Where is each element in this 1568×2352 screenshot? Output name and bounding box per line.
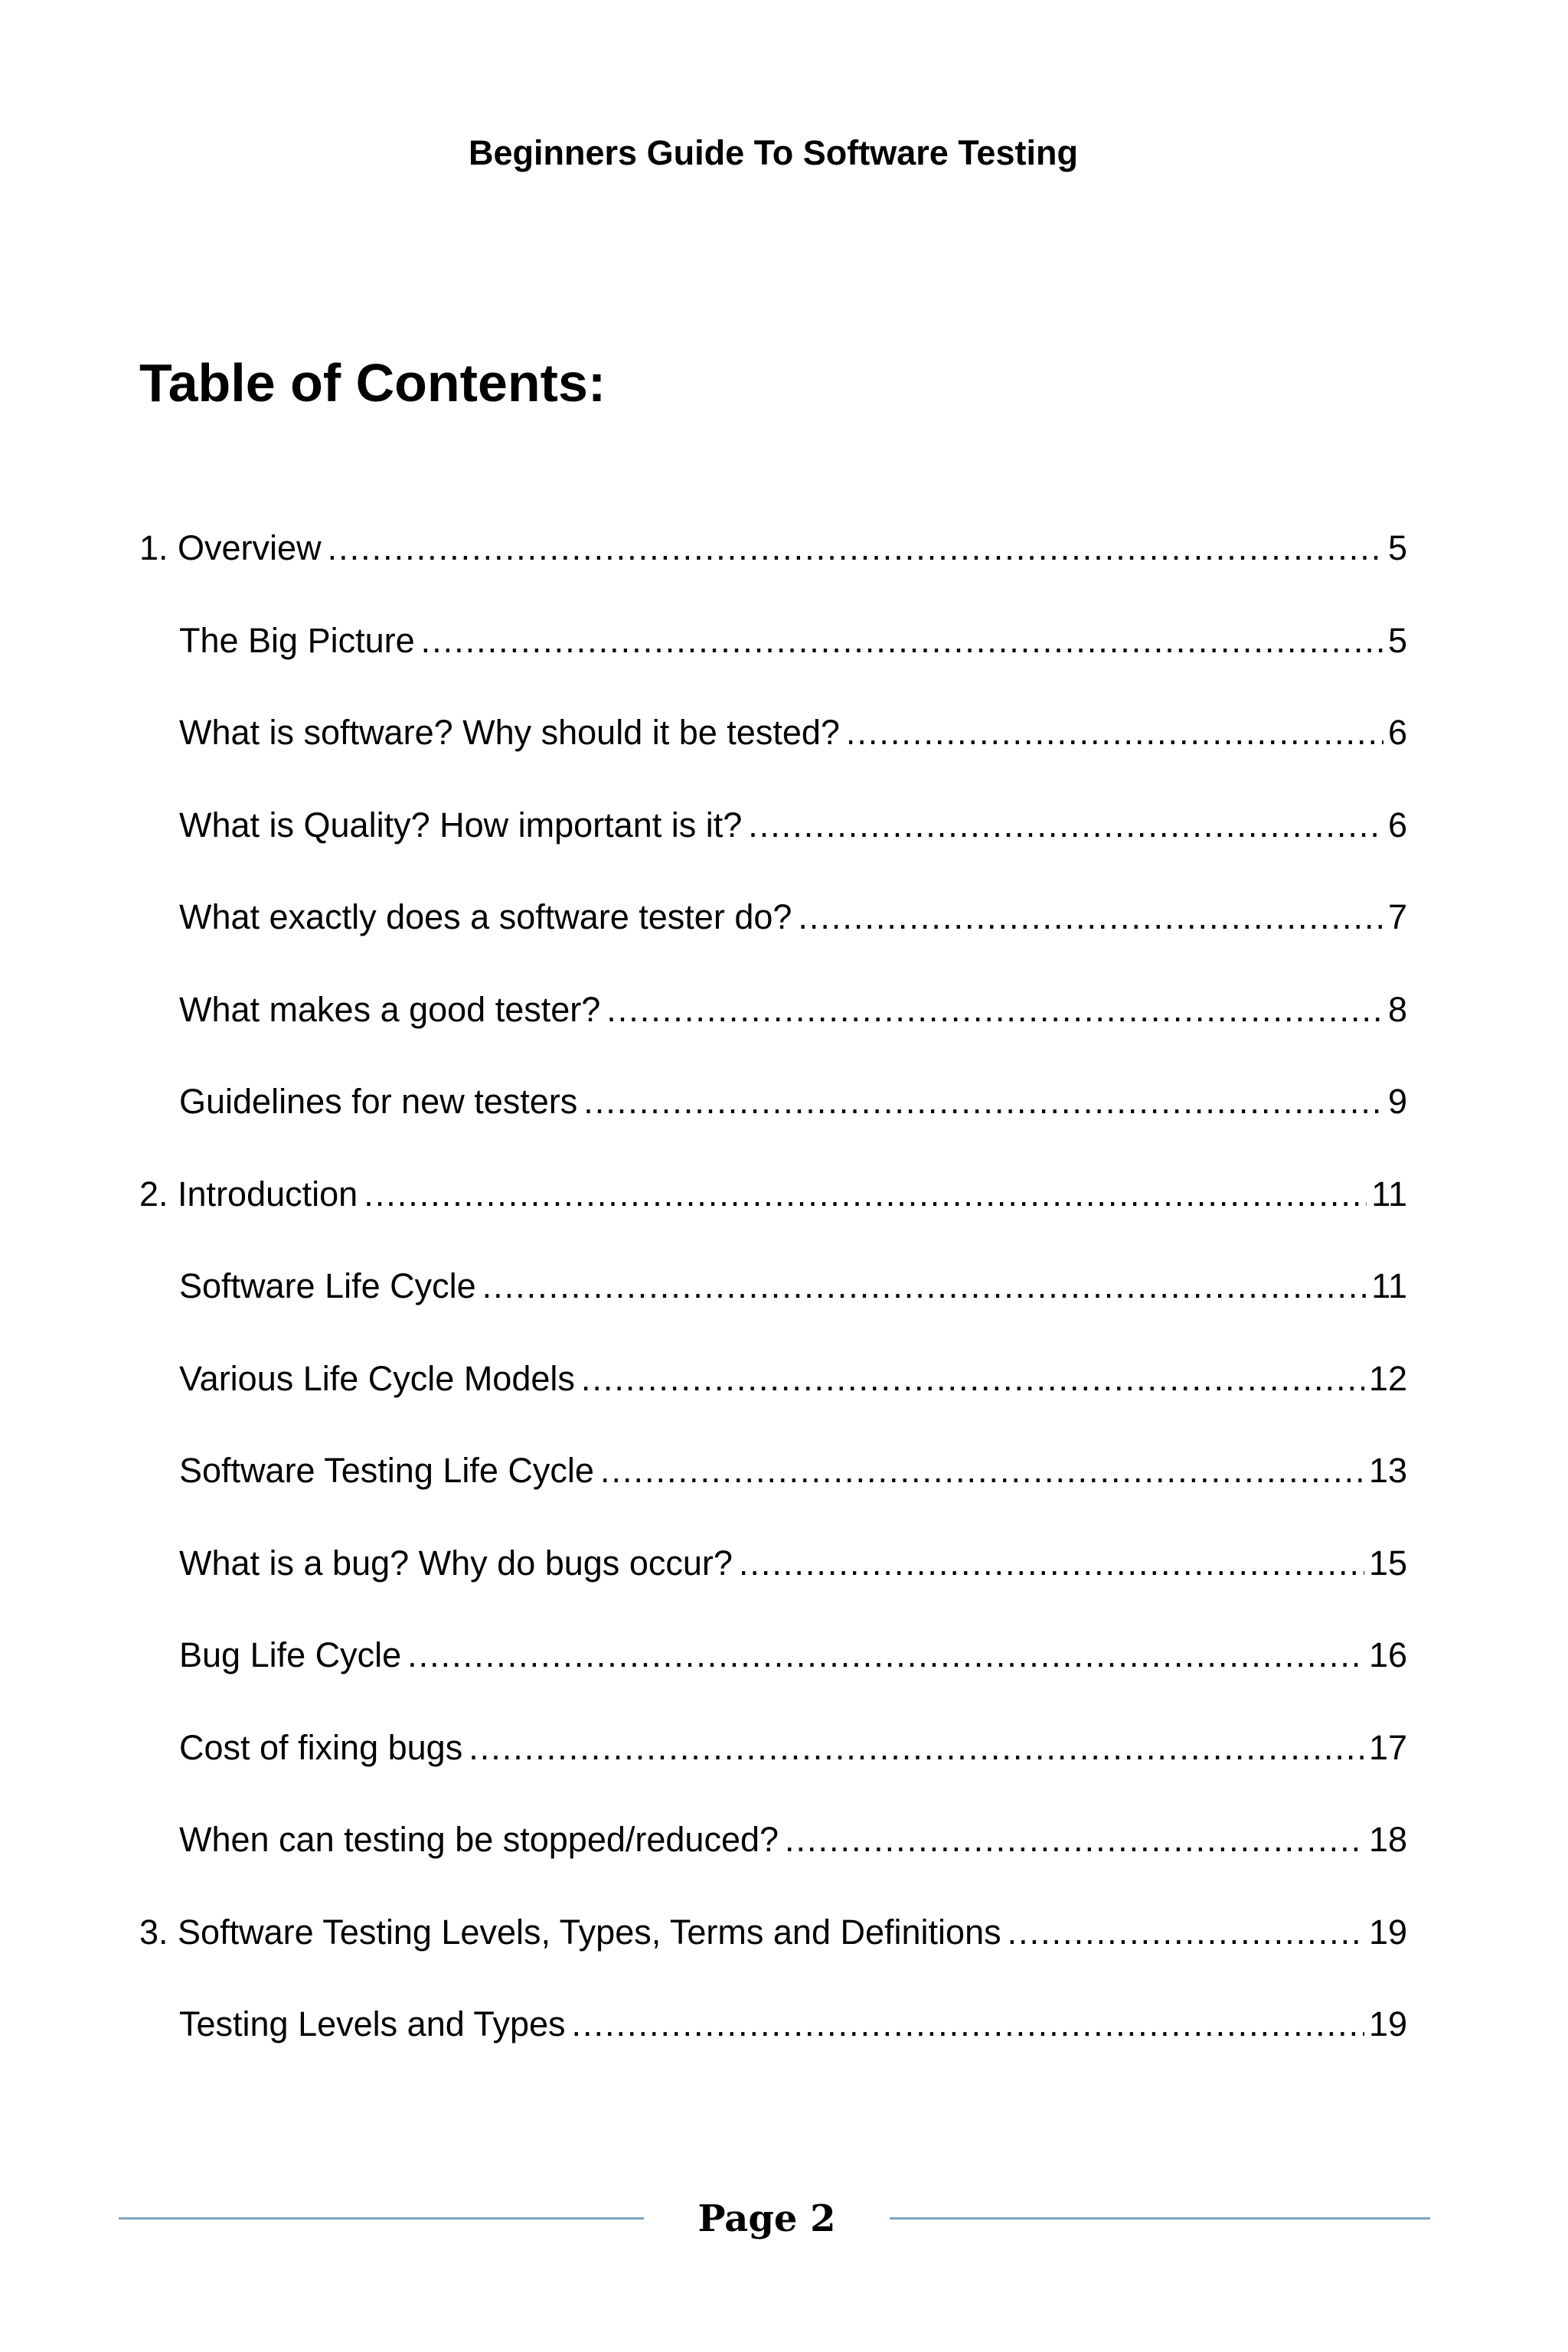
toc-entry[interactable] bbox=[139, 1997, 1407, 2089]
toc-dot-leader bbox=[606, 982, 1383, 1037]
toc-entry[interactable] bbox=[139, 1628, 1407, 1720]
toc-entry-page: 9 bbox=[1387, 1082, 1407, 1121]
footer-rule-left bbox=[119, 2217, 644, 2220]
toc-dot-leader bbox=[600, 1443, 1364, 1498]
toc-dot-leader bbox=[407, 1628, 1364, 1683]
toc-entry-label: Cost of fixing bugs bbox=[179, 1727, 463, 1767]
toc-entry-label: 2. Introduction bbox=[139, 1174, 358, 1214]
toc-entry[interactable] bbox=[139, 1812, 1407, 1905]
toc-entry-page: 6 bbox=[1387, 713, 1407, 752]
toc-entry[interactable] bbox=[139, 982, 1407, 1075]
toc-entry-page: 11 bbox=[1371, 1266, 1407, 1305]
toc-entry-page: 12 bbox=[1368, 1358, 1407, 1398]
toc-entry[interactable] bbox=[139, 705, 1407, 798]
toc-entry-label: What exactly does a software tester do? bbox=[179, 897, 792, 936]
toc-entry-label: What is software? Why should it be tested? bbox=[179, 713, 840, 752]
toc-dot-leader bbox=[739, 1536, 1364, 1591]
toc-entry[interactable] bbox=[139, 1536, 1407, 1628]
toc-entry-page: 6 bbox=[1387, 805, 1407, 844]
toc-dot-leader bbox=[785, 1812, 1364, 1867]
toc-entry[interactable] bbox=[139, 613, 1407, 706]
toc-entry-label: The Big Picture bbox=[179, 620, 415, 660]
toc-dot-leader bbox=[482, 1259, 1367, 1314]
toc-dot-leader bbox=[798, 890, 1383, 945]
toc-entry[interactable] bbox=[139, 1905, 1407, 1998]
toc-entry-label: Software Testing Life Cycle bbox=[179, 1451, 594, 1490]
toc-heading: Table of Contents: bbox=[139, 353, 606, 413]
toc-entry[interactable] bbox=[139, 1351, 1407, 1444]
toc-entry-label: Testing Levels and Types bbox=[179, 2004, 566, 2043]
toc-entry[interactable] bbox=[139, 1720, 1407, 1813]
document-header-title: Beginners Guide To Software Testing bbox=[469, 133, 1078, 172]
toc-entry-label: Guidelines for new testers bbox=[179, 1082, 578, 1121]
toc-entry-page: 8 bbox=[1387, 989, 1407, 1029]
toc-entry-label: What makes a good tester? bbox=[179, 989, 601, 1029]
toc-entry-page: 19 bbox=[1368, 1912, 1407, 1952]
toc-dot-leader bbox=[748, 798, 1383, 853]
toc-dot-leader bbox=[364, 1167, 1367, 1222]
toc-entry-page: 13 bbox=[1368, 1451, 1407, 1490]
toc-entry-label: What is Quality? How important is it? bbox=[179, 805, 743, 844]
toc-entry-page: 16 bbox=[1368, 1635, 1407, 1674]
toc-dot-leader bbox=[469, 1720, 1364, 1775]
toc-dot-leader bbox=[583, 1074, 1383, 1129]
toc-entry-page: 17 bbox=[1368, 1727, 1407, 1767]
toc-entry[interactable] bbox=[139, 1074, 1407, 1167]
toc-entry-page: 18 bbox=[1368, 1820, 1407, 1859]
toc-entry-page: 11 bbox=[1371, 1174, 1407, 1214]
toc-entry-page: 5 bbox=[1387, 528, 1407, 567]
toc-entry[interactable] bbox=[139, 521, 1407, 613]
toc-list bbox=[139, 521, 1407, 2089]
toc-entry[interactable] bbox=[139, 1443, 1407, 1536]
toc-entry-label: 3. Software Testing Levels, Types, Terms and Definitions bbox=[139, 1912, 1001, 1952]
toc-entry-label: Software Life Cycle bbox=[179, 1266, 476, 1305]
toc-dot-leader bbox=[846, 705, 1383, 760]
toc-entry-page: 19 bbox=[1368, 2004, 1407, 2043]
toc-entry[interactable] bbox=[139, 798, 1407, 890]
toc-dot-leader bbox=[1008, 1905, 1364, 1960]
toc-entry-page: 7 bbox=[1387, 897, 1407, 936]
toc-entry-label: Various Life Cycle Models bbox=[179, 1358, 575, 1398]
toc-entry-label: When can testing be stopped/reduced? bbox=[179, 1820, 779, 1859]
toc-entry-label: Bug Life Cycle bbox=[179, 1635, 402, 1674]
toc-dot-leader bbox=[421, 613, 1383, 668]
toc-entry-label: What is a bug? Why do bugs occur? bbox=[179, 1543, 733, 1583]
toc-entry-page: 15 bbox=[1368, 1543, 1407, 1583]
toc-entry[interactable] bbox=[139, 890, 1407, 982]
toc-entry[interactable] bbox=[139, 1259, 1407, 1351]
toc-entry-page: 5 bbox=[1387, 620, 1407, 660]
toc-entry-label: 1. Overview bbox=[139, 528, 322, 567]
toc-entry[interactable] bbox=[139, 1167, 1407, 1259]
footer-rule-right bbox=[890, 2217, 1430, 2220]
toc-dot-leader bbox=[581, 1351, 1364, 1406]
footer-page-number: Page 2 bbox=[697, 2197, 836, 2240]
toc-dot-leader bbox=[328, 521, 1383, 576]
toc-dot-leader bbox=[572, 1997, 1364, 2052]
